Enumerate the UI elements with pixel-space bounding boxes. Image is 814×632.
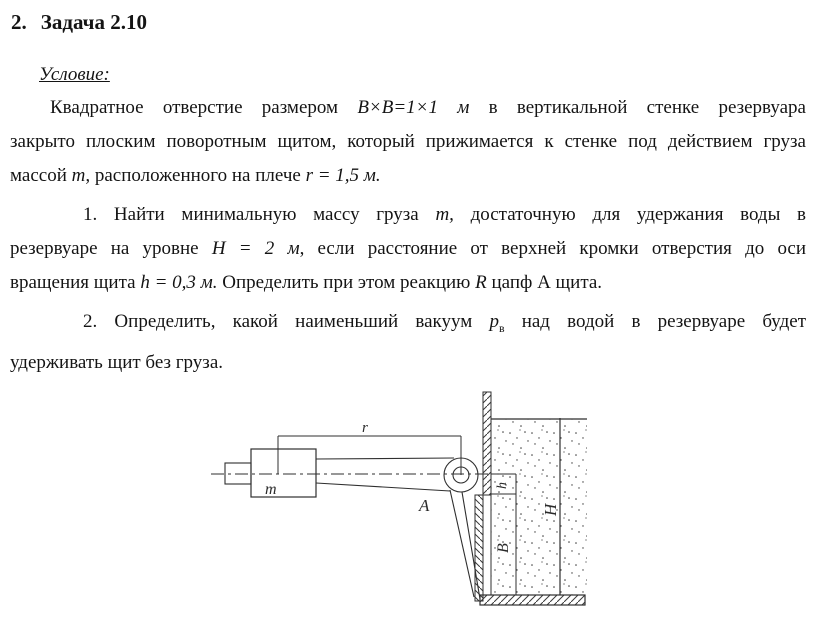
label-r: r [362,420,368,436]
diagram-svg [200,385,600,615]
text-line [10,266,806,300]
text-segment: h = 0,3 м. [140,272,218,293]
text-segment: В×В=1×1 м [357,97,470,118]
text-segment: над водой в резервуаре будет [504,311,807,332]
subscript: в [498,321,505,335]
text-segment: Определить при этом реакцию [217,272,476,293]
text-line [10,346,806,380]
heading-number: 2. [11,10,27,34]
page-title [11,10,147,35]
label-pivot-a: A [419,496,430,515]
text-line [10,305,806,346]
paragraph-1 [10,91,806,193]
text-segment: 2. Определить, какой наименьший вакуум [83,311,490,332]
text-line [10,198,806,232]
text-segment: m, [71,165,91,186]
dimension-r-lines [278,436,461,475]
text-segment: удерживать щит без груза. [10,351,223,373]
weight-block [251,449,316,497]
text-segment: в вертикальной стенке резервуара [469,97,806,118]
text-segment: p [489,311,499,332]
text-segment: Квадратное отверстие размером [50,97,358,118]
text-line [10,125,806,159]
figure-diagram [200,385,600,615]
condition-label: Условие: [39,64,110,85]
paragraph-3 [10,305,806,380]
paragraph-2 [10,198,806,300]
text-segment: 1. Найти минимальную массу груза [83,204,436,225]
text-segment: R [475,272,487,293]
label-H: H [541,503,560,516]
text-line [10,159,806,193]
text-segment: H = 2 м [211,238,300,259]
text-segment: закрыто плоским поворотным щитом, который прижимается к стенке под действием груза [10,131,806,152]
text-segment: цапф А щита. [486,272,603,293]
label-mass: m [265,481,277,498]
text-segment: вращения щита [10,272,141,293]
text-line [10,232,806,266]
text-line [10,91,806,125]
text-segment: достаточную для удержания воды в [453,204,807,225]
reservoir-floor [480,595,585,605]
label-h: h [495,482,510,489]
text-segment: массой [10,165,72,186]
text-segment: резервуаре на уровне [10,238,212,259]
water-stipple [491,419,587,595]
heading-text: Задача 2.10 [40,10,147,34]
text-segment: расположенного на плече [90,165,306,186]
text-segment: m, [435,204,454,225]
body-text [10,91,806,385]
text-segment: r = 1,5 м. [305,165,381,186]
label-b: B [495,543,512,553]
gate-plate [475,495,483,601]
text-segment: , если расстояние от верхней кромки отверстия до оси [299,238,807,259]
reservoir-wall [483,392,491,495]
